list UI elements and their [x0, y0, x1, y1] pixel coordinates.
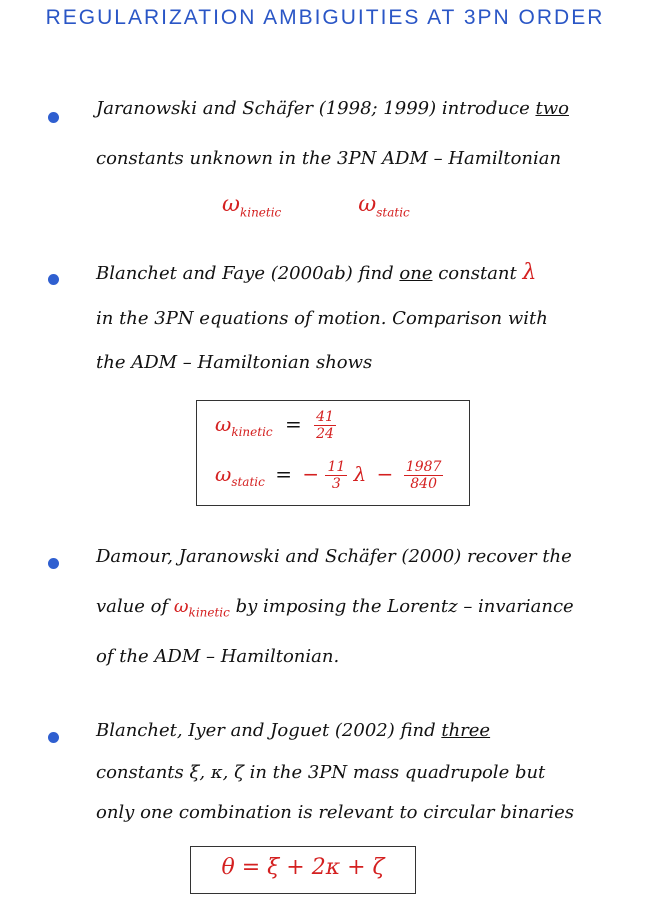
list-item	[52, 98, 642, 248]
bullet-icon	[48, 112, 59, 123]
fraction: $\frac{11}{3}$	[327, 459, 346, 492]
omega-symbols: $\omega_{kinetic}$ $\omega_{static}$	[222, 192, 410, 220]
list-item: Damour, Jaranowski and Schäfer (2000) recover the value of $\omega_{kinetic}$ by imposing the Lorentz – invariance of the ADM – Hamiltonian.	[52, 544, 642, 674]
item-line: the ADM – Hamiltonian shows	[96, 352, 373, 373]
bullet-icon	[48, 558, 59, 569]
item-line: in the 3PN equations of motion. Comparison with	[96, 308, 548, 329]
theta-equation: θ = ξ + 2κ + ζ	[221, 855, 385, 880]
item-line: of the ADM – Hamiltonian.	[96, 646, 340, 667]
static-equation: $\omega_{static}$ = − $\frac{11}{3}$ λ − $\frac{1987}{840}$	[215, 459, 442, 492]
list-item: Blanchet and Faye (2000ab) find one constant λ in the 3PN equations of motion. Comparison with the ADM – Hamiltonian shows	[52, 258, 642, 388]
bullet-icon	[48, 732, 59, 743]
fraction: $\frac{1987}{840}$	[405, 459, 442, 492]
item-line: constants ξ, κ, ζ in the 3PN mass quadrupole but	[96, 762, 546, 783]
list-item	[52, 718, 642, 838]
page-title: REGULARIZATION AMBIGUITIES AT 3PN ORDER	[45, 6, 605, 29]
result-box	[196, 400, 470, 506]
theta-box	[190, 846, 416, 894]
underlined-word: three	[441, 720, 491, 741]
item-line: Blanchet, Iyer and Joguet (2002) find	[96, 720, 436, 741]
underlined-word: two	[535, 98, 569, 119]
item-line: Jaranowski and Schäfer (1998; 1999) introduce	[96, 98, 530, 119]
item-line: value of	[96, 596, 169, 617]
kinetic-equation: $\omega_{kinetic}$ = $\frac{41}{24}$	[215, 409, 334, 442]
item-line: only one combination is relevant to circular binaries	[96, 802, 575, 823]
fraction: $\frac{41}{24}$	[316, 409, 334, 442]
bullet-icon	[48, 274, 59, 285]
item-line: Blanchet and Faye (2000ab) find	[96, 263, 394, 284]
item-line: constants unknown in the 3PN ADM – Hamiltonian	[96, 148, 562, 169]
underlined-word: one	[399, 263, 433, 284]
lambda-symbol: λ	[522, 260, 537, 285]
item-line: Damour, Jaranowski and Schäfer (2000) recover the	[96, 546, 572, 567]
